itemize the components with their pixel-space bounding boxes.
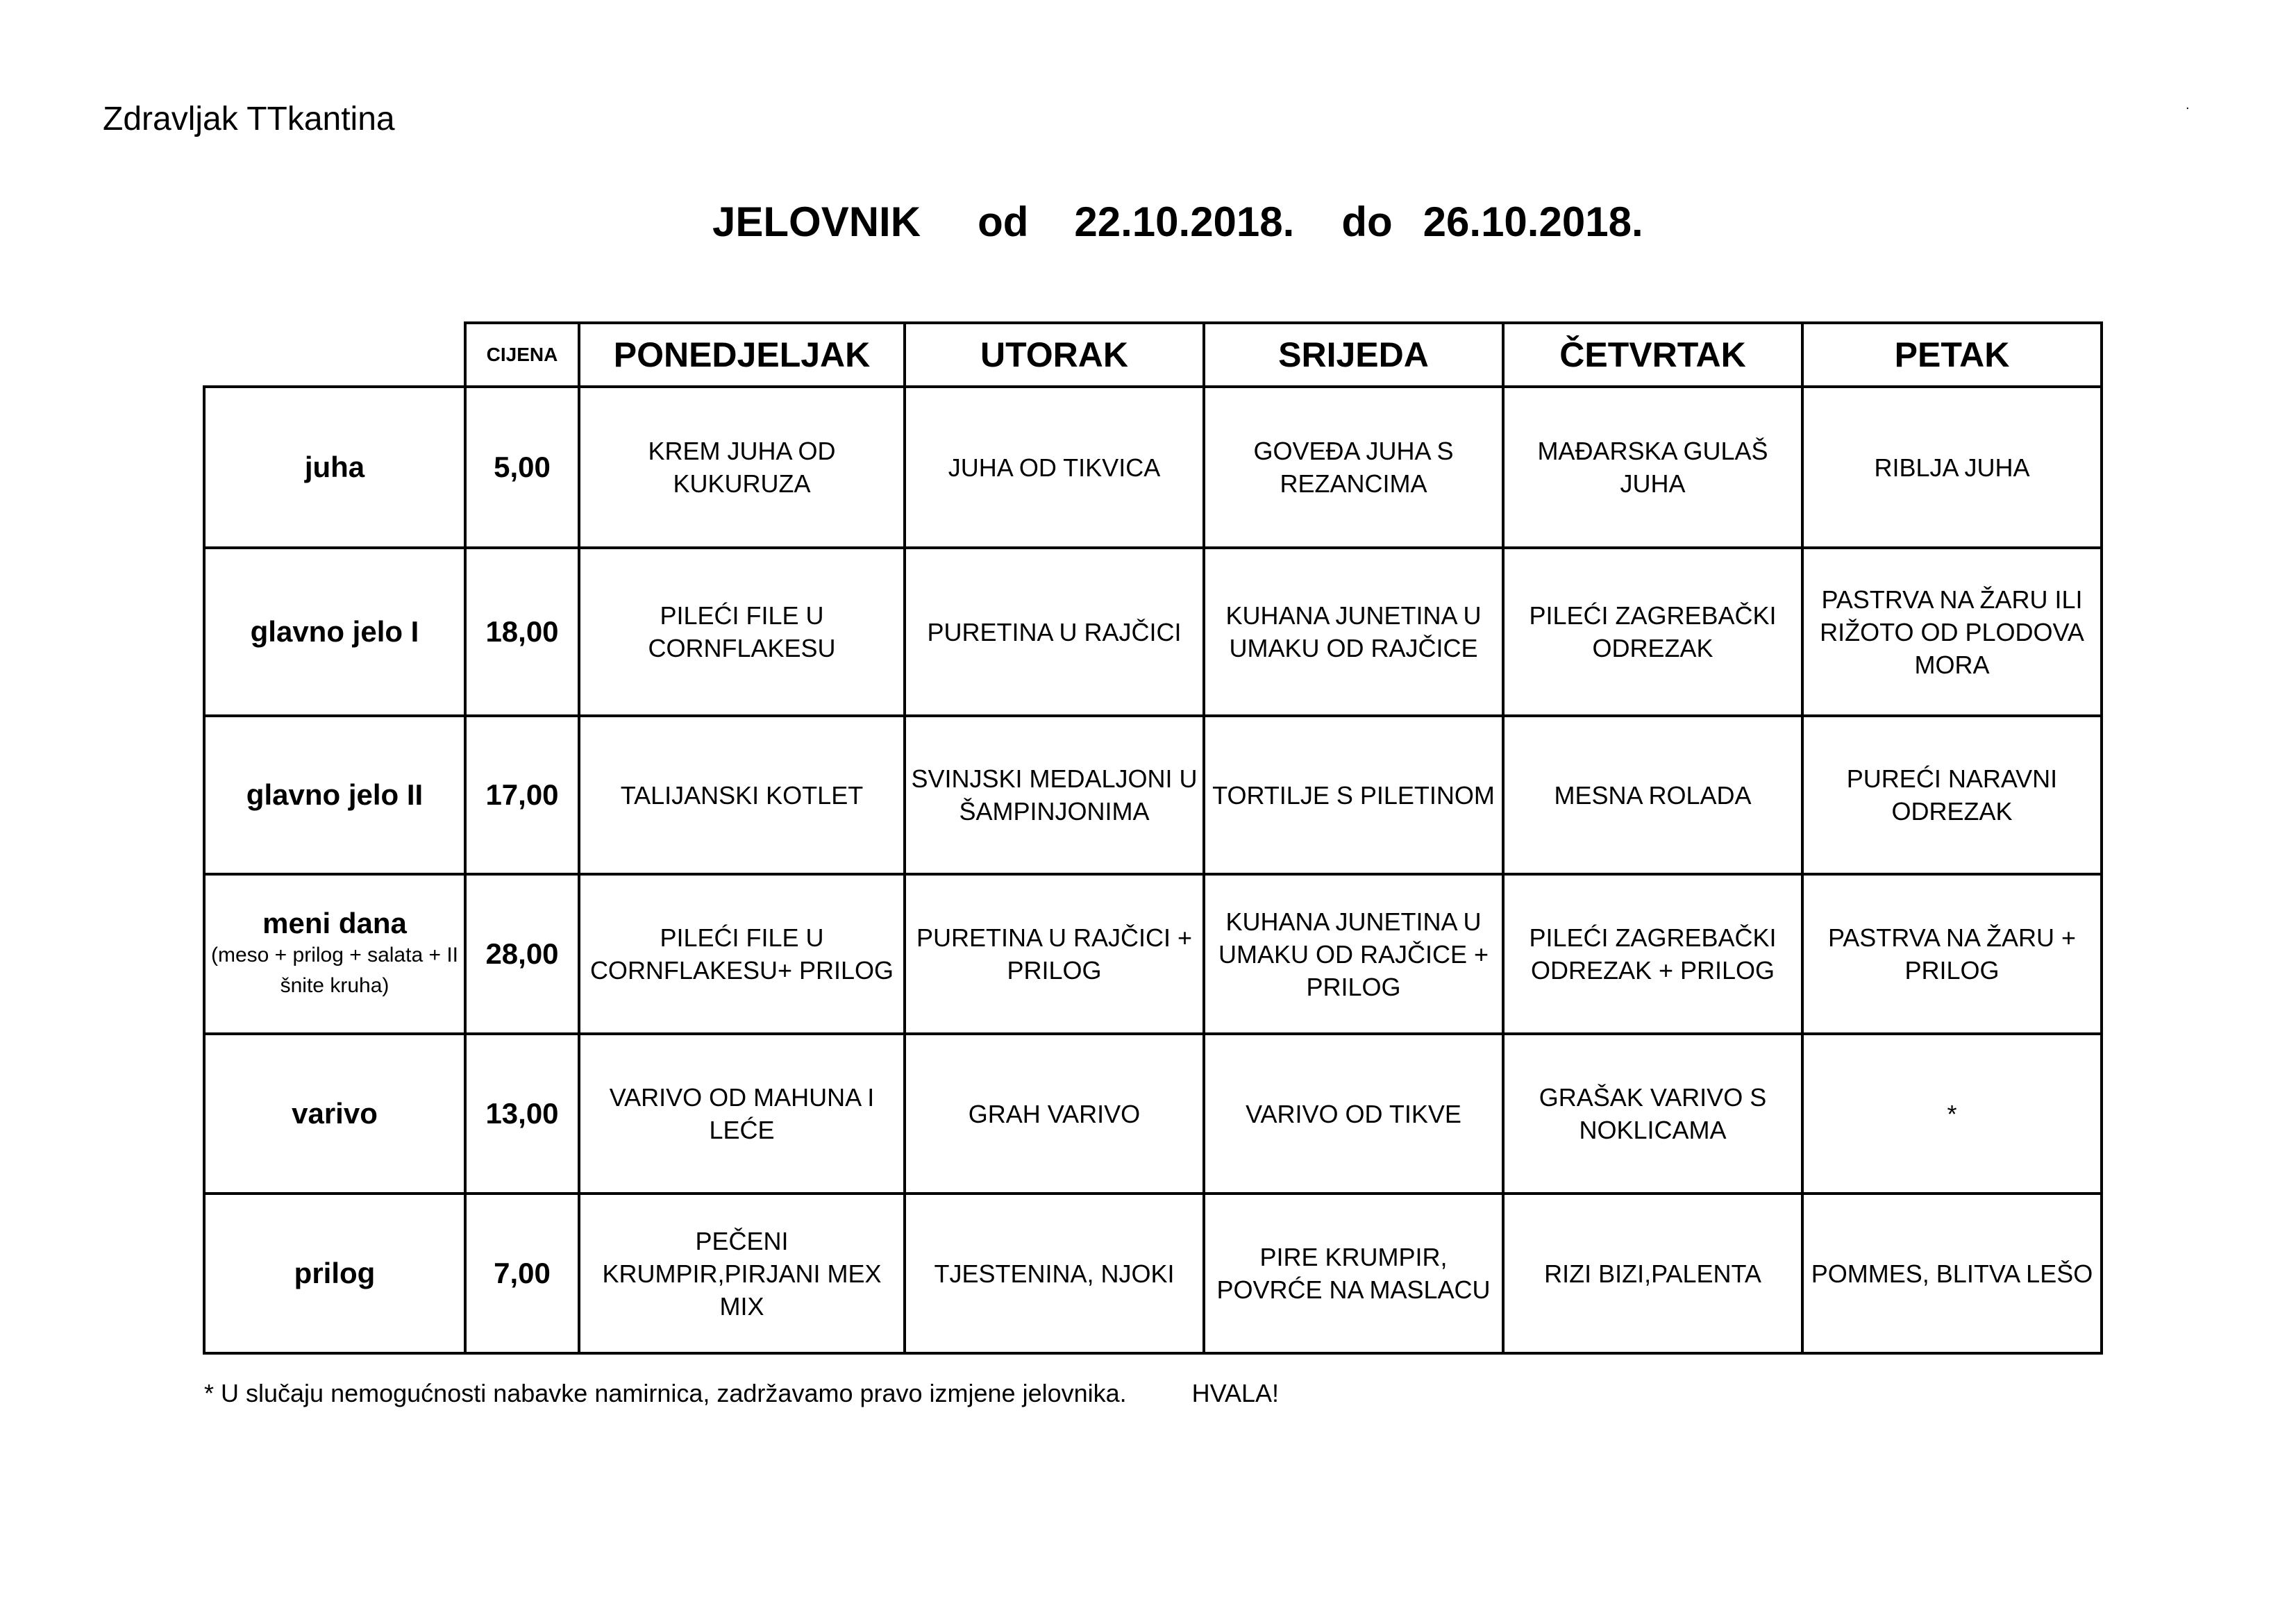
dish-cell: TALIJANSKI KOTLET (579, 716, 905, 874)
category-cell (204, 548, 465, 716)
day-header-thu: ČETVRTAK (1503, 323, 1802, 387)
footer-note: * U slučaju nemogućnosti nabavke namirnica, zadržavamo pravo izmjene jelovnika. (204, 1379, 1127, 1407)
category-label: glavno jelo I (250, 615, 419, 648)
dish-cell: GRAŠAK VARIVO S NOKLICAMA (1503, 1034, 1802, 1194)
day-header-fri: PETAK (1802, 323, 2102, 387)
title-to-label: do (1341, 199, 1393, 245)
org-name: Zdravljak TTkantina (103, 101, 395, 137)
table-row (204, 716, 2102, 874)
category-cell (204, 716, 465, 874)
dish-cell: MAĐARSKA GULAŠ JUHA (1503, 387, 1802, 548)
dish-cell: PASTRVA NA ŽARU + PRILOG (1802, 874, 2102, 1034)
price-cell: 5,00 (465, 387, 579, 548)
dish-cell: PUREĆI NARAVNI ODREZAK (1802, 716, 2102, 874)
dish-cell: KREM JUHA OD KUKURUZA (579, 387, 905, 548)
dish-cell: GRAH VARIVO (905, 1034, 1204, 1194)
category-label: glavno jelo II (246, 778, 424, 811)
category-cell (204, 387, 465, 548)
category-label: meni dana (262, 907, 407, 939)
dish-cell: RIZI BIZI,PALENTA (1503, 1194, 1802, 1353)
page-title (712, 194, 1643, 250)
footer-thanks: HVALA! (1191, 1379, 1280, 1407)
dish-cell: TORTILJE S PILETINOM (1204, 716, 1503, 874)
table-row (204, 1034, 2102, 1194)
table-row (204, 874, 2102, 1034)
category-cell (204, 874, 465, 1034)
price-cell: 13,00 (465, 1034, 579, 1194)
title-from-label: od (978, 199, 1029, 245)
dish-cell: PILEĆI FILE U CORNFLAKESU (579, 548, 905, 716)
dish-cell: PILEĆI ZAGREBAČKI ODREZAK (1503, 548, 1802, 716)
category-label: varivo (292, 1097, 378, 1130)
header-row (204, 323, 2102, 387)
dish-cell: VARIVO OD TIKVE (1204, 1034, 1503, 1194)
dish-cell: TJESTENINA, NJOKI (905, 1194, 1204, 1353)
price-cell: 7,00 (465, 1194, 579, 1353)
dish-cell: PURETINA U RAJČICI (905, 548, 1204, 716)
table-row (204, 548, 2102, 716)
dish-cell: PEČENI KRUMPIR,PIRJANI MEX MIX (579, 1194, 905, 1353)
dish-cell: KUHANA JUNETINA U UMAKU OD RAJČICE + PRILOG (1204, 874, 1503, 1034)
header-dot: . (2186, 97, 2190, 112)
footer-note-line (204, 1379, 1279, 1408)
dish-cell: PASTRVA NA ŽARU ILI RIŽOTO OD PLODOVA MORA (1802, 548, 2102, 716)
day-header-mon: PONEDJELJAK (579, 323, 905, 387)
table-row (204, 387, 2102, 548)
dish-cell: PIRE KRUMPIR, POVRĆE NA MASLACU (1204, 1194, 1503, 1353)
category-cell (204, 1194, 465, 1353)
title-to-date: 26.10.2018. (1423, 199, 1643, 245)
title-word: JELOVNIK (712, 199, 921, 245)
menu-table (203, 321, 2103, 1355)
category-note: (meso + prilog + salata + II šnite kruha) (210, 944, 458, 997)
dish-cell: KUHANA JUNETINA U UMAKU OD RAJČICE (1204, 548, 1503, 716)
price-cell: 28,00 (465, 874, 579, 1034)
category-label: juha (304, 451, 365, 483)
dish-cell: RIBLJA JUHA (1802, 387, 2102, 548)
category-cell (204, 1034, 465, 1194)
price-cell: 18,00 (465, 548, 579, 716)
title-from-date: 22.10.2018. (1074, 199, 1295, 245)
day-header-wed: SRIJEDA (1204, 323, 1503, 387)
price-cell: 17,00 (465, 716, 579, 874)
table-row (204, 1194, 2102, 1353)
dish-cell: PILEĆI ZAGREBAČKI ODREZAK + PRILOG (1503, 874, 1802, 1034)
dish-cell: PILEĆI FILE U CORNFLAKESU+ PRILOG (579, 874, 905, 1034)
dish-cell: * (1802, 1034, 2102, 1194)
dish-cell: SVINJSKI MEDALJONI U ŠAMPINJONIMA (905, 716, 1204, 874)
dish-cell: GOVEĐA JUHA S REZANCIMA (1204, 387, 1503, 548)
price-header: CIJENA (465, 323, 579, 387)
dish-cell: PURETINA U RAJČICI + PRILOG (905, 874, 1204, 1034)
day-header-tue: UTORAK (905, 323, 1204, 387)
category-label: prilog (294, 1257, 376, 1289)
dish-cell: JUHA OD TIKVICA (905, 387, 1204, 548)
dish-cell: MESNA ROLADA (1503, 716, 1802, 874)
dish-cell: VARIVO OD MAHUNA I LEĆE (579, 1034, 905, 1194)
dish-cell: POMMES, BLITVA LEŠO (1802, 1194, 2102, 1353)
corner-cell (204, 323, 465, 387)
